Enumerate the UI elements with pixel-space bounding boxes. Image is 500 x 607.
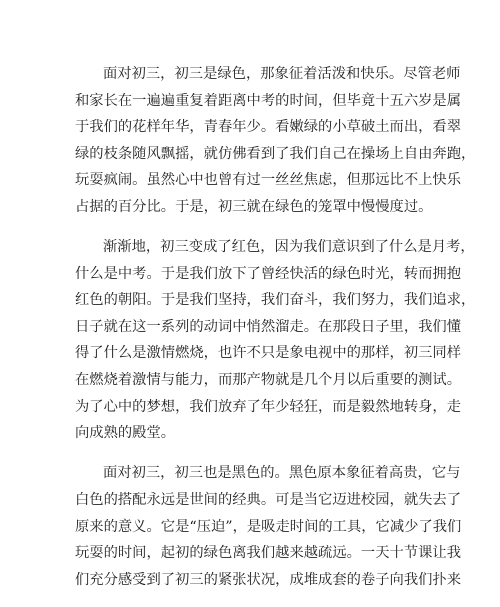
text-line: 于我们的花样年华，青春年少。看嫩绿的小草破土而出，看翠 — [75, 119, 462, 136]
paragraph — [75, 234, 476, 447]
text-line: 渐渐地，初三变成了红色，因为我们意识到了什么是月考， — [103, 239, 475, 256]
text-line: 们充分感受到了初三的紧张状况，成堆成套的卷子向我们扑来 — [75, 571, 462, 588]
text-line: 占据的百分比。于是，初三就在绿色的笼罩中慢慢度过。 — [75, 198, 433, 215]
paragraph — [75, 61, 476, 221]
text-line: 面对初三，初三是绿色，那象征着活泼和快乐。尽管老师 — [103, 66, 461, 82]
text-line: 玩耍疯闹。虽然心中也曾有过一丝丝焦虑，但那远比不上快乐 — [75, 172, 462, 189]
text-line: 面对初三，初三也是黑色的。黑色原本象征着高贵，它与 — [103, 465, 461, 482]
essay-body — [75, 61, 476, 607]
text-line: 什么是中考。于是我们放下了曾经快活的绿色时光，转而拥抱 — [75, 265, 462, 282]
text-line: 白色的搭配永远是世间的经典。可是当它迈进校园，就失去了 — [75, 491, 462, 508]
text-line: 为了心中的梦想，我们放弃了年少轻狂，而是毅然地转身，走 — [75, 398, 462, 415]
text-line: 日子就在这一系列的动词中悄然溜走。在那段日子里，我们懂 — [75, 318, 462, 335]
text-line: 原来的意义。它是“压迫”，是吸走时间的工具，它减少了我们 — [75, 518, 462, 535]
text-line: 在燃烧着激情与能力，而那产物就是几个月以后重要的测试。 — [75, 372, 462, 389]
text-line: 红色的朝阳。于是我们坚持，我们奋斗，我们努力，我们追求， — [75, 292, 476, 309]
paragraph — [75, 460, 462, 593]
text-line: 绿的枝条随风飘摇，就仿佛看到了我们自己在操场上自由奔跑， — [75, 145, 476, 162]
text-line: 玩耍的时间，起初的绿色离我们越来越疏远。一天十节课让我 — [75, 545, 462, 562]
text-line: 得了什么是激情燃烧，也许不只是象电视中的那样，初三同样 — [75, 345, 462, 362]
text-line: 向成熟的殿堂。 — [75, 425, 176, 442]
text-line: 和家长在一遍遍重复着距离中考的时间，但毕竟十五六岁是属 — [75, 92, 462, 109]
